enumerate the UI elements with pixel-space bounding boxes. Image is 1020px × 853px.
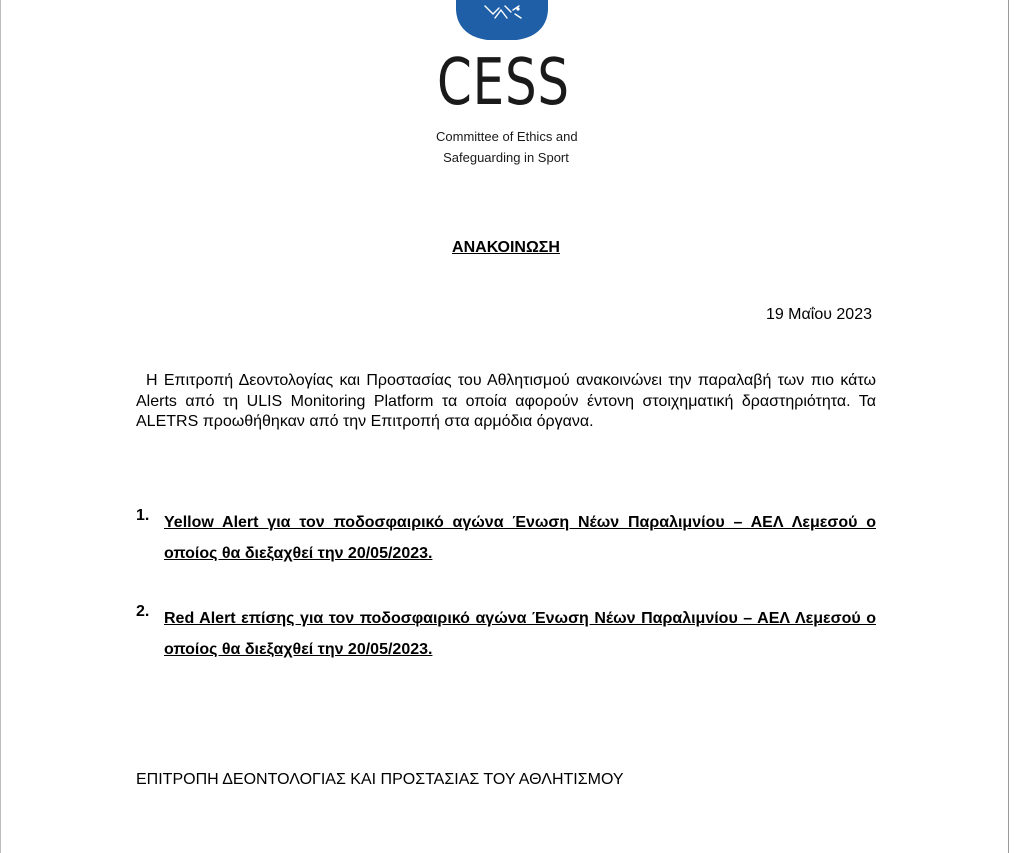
page-right-edge [1008,0,1009,853]
logo-subtitle-line-2: Safeguarding in Sport [443,150,569,165]
document-title: ΑΝΑΚΟΙΝΩΣΗ [452,239,560,256]
cess-emblem-icon [455,0,549,40]
emblem-shield [456,0,548,40]
alert-text: Red Alert επίσης για τον ποδοσφαιρικό αγώνα Ένωση Νέων Παραλιμνίου – ΑΕΛ Λεμεσού ο οποίος θα διεξαχθεί την 20/05/2023. [164,610,876,658]
document-date: 19 Μαΐου 2023 [765,306,872,323]
alert-text: Yellow Alert για τον ποδοσφαιρικό αγώνα Ένωση Νέων Παραλιμνίου – ΑΕΛ Λεμεσού ο οποίος θα διεξαχθεί την 20/05/2023. [164,514,876,562]
emblem-dot [516,7,519,10]
page-left-edge [0,0,1,853]
alert-number: 2. [136,603,150,620]
alert-number: 1. [136,507,150,524]
logo-subtitle-line-1: Committee of Ethics and [436,129,578,144]
announcement-body: Η Επιτροπή Δεοντολογίας και Προστασίας του Αθλητισμού ανακοινώνει την παραλαβή των πιο κάτω Alerts από τη ULIS Monitoring Platform τα οποία αφορούν έντονη στοιχηματική δραστηριότητα. Τα ALETRS προωθήθηκαν από την Επιτροπή στα αρμόδια όργανα. [136,372,876,430]
signature-line: ΕΠΙΤΡΟΠΗ ΔΕΟΝΤΟΛΟΓΙΑΣ ΚΑΙ ΠΡΟΣΤΑΣΙΑΣ ΤΟΥ ΑΘΛΗΤΙΣΜΟΥ [136,771,624,788]
logo-wordmark: CESS [437,46,570,120]
